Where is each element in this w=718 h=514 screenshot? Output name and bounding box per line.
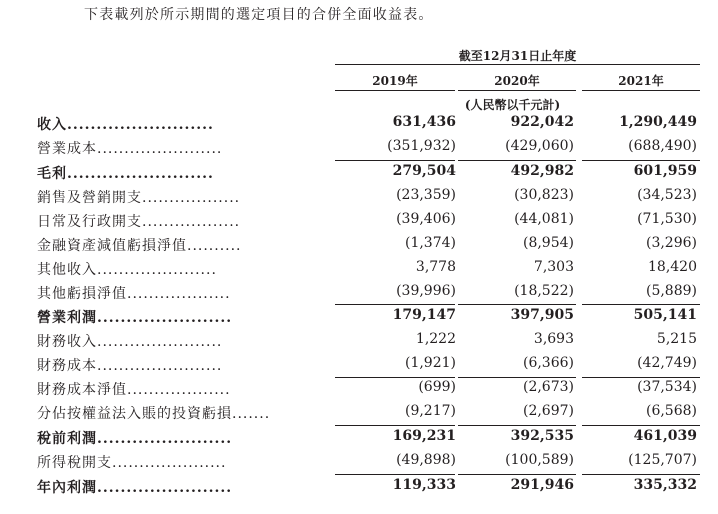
value-cell-2020: (429,060) xyxy=(505,138,574,154)
period-header: 截至12月31日止年度 xyxy=(458,49,577,63)
value-cell-2020: (44,081) xyxy=(514,211,574,227)
year-2020: 2020年 xyxy=(494,74,540,88)
value-cell-2019: 1,222 xyxy=(415,331,456,347)
row-label-text: 其他收入 xyxy=(37,262,97,278)
value-cell-2021: (3,296) xyxy=(645,235,697,251)
value-cell-2020: 392,535 xyxy=(510,428,574,444)
value-cell-2021: (5,889) xyxy=(645,283,697,299)
intro-text: 下表載列於所示期間的選定項目的合併全面收益表。 xyxy=(84,7,434,23)
table-row xyxy=(37,452,701,474)
row-label xyxy=(37,477,319,497)
unit-label: (人民幣以千元計) xyxy=(464,98,561,112)
value-cell-2021: (71,530) xyxy=(637,211,697,227)
subtotal-rule xyxy=(582,160,700,161)
row-label-text: 營業成本 xyxy=(37,141,97,157)
row-label-text: 金融資產減值虧損淨值 xyxy=(37,238,187,254)
row-label xyxy=(37,259,319,279)
row-label-text: 收入 xyxy=(37,117,67,133)
table-row xyxy=(37,379,701,401)
leader-dots: ....................... xyxy=(97,310,233,326)
header-rule-top xyxy=(335,64,700,65)
row-label-text: 銷售及營銷開支 xyxy=(37,190,142,206)
value-cell-2021: (42,749) xyxy=(637,355,697,371)
subtotal-rule xyxy=(335,377,455,378)
value-cell-2021: (688,490) xyxy=(628,138,697,154)
value-cell-2020: (30,823) xyxy=(514,187,574,203)
leader-dots: ..................... xyxy=(112,455,227,471)
value-cell-2019: (699) xyxy=(418,379,456,395)
leader-dots: ................... xyxy=(127,382,231,398)
subtotal-rule xyxy=(582,474,700,475)
value-cell-2021: 461,039 xyxy=(633,428,697,444)
row-label xyxy=(37,235,319,255)
value-cell-2021: 1,290,449 xyxy=(619,114,697,130)
subtotal-rule xyxy=(582,377,700,378)
row-label-text: 財務成本 xyxy=(37,358,97,374)
table-row xyxy=(37,477,701,499)
row-label xyxy=(37,331,319,351)
value-cell-2019: (23,359) xyxy=(396,187,456,203)
value-cell-2020: 492,982 xyxy=(510,163,574,179)
value-cell-2019: 3,778 xyxy=(415,259,456,275)
value-cell-2020: 397,905 xyxy=(510,307,574,323)
row-label-text: 營業利潤 xyxy=(37,310,97,326)
subtotal-rule xyxy=(582,425,700,426)
leader-dots: ......................... xyxy=(67,166,214,182)
table-row xyxy=(37,235,701,257)
table-row xyxy=(37,211,701,233)
year-rule-2020 xyxy=(458,90,576,91)
value-cell-2020: (100,589) xyxy=(505,452,574,468)
leader-dots: ....................... xyxy=(97,141,223,157)
value-cell-2020: (6,366) xyxy=(522,355,574,371)
value-cell-2021: (125,707) xyxy=(628,452,697,468)
value-cell-2019: (1,374) xyxy=(404,235,456,251)
leader-dots: ....................... xyxy=(97,334,223,350)
subtotal-rule xyxy=(335,474,455,475)
subtotal-rule xyxy=(335,160,455,161)
value-cell-2020: (18,522) xyxy=(514,283,574,299)
subtotal-rule xyxy=(458,304,576,305)
value-cell-2021: (34,523) xyxy=(637,187,697,203)
table-row xyxy=(37,259,701,281)
year-2019: 2019年 xyxy=(372,74,418,88)
row-label xyxy=(37,307,319,327)
subtotal-rule xyxy=(582,304,700,305)
row-label-text: 財務收入 xyxy=(37,334,97,350)
row-label-text: 毛利 xyxy=(37,166,67,182)
subtotal-rule xyxy=(335,425,455,426)
row-label xyxy=(37,355,319,375)
value-cell-2020: 291,946 xyxy=(510,477,574,493)
subtotal-rule xyxy=(335,304,455,305)
table-row xyxy=(37,403,701,425)
table-row xyxy=(37,114,701,136)
row-label-text: 其他虧損淨值 xyxy=(37,286,127,302)
value-cell-2019: 179,147 xyxy=(392,307,456,323)
leader-dots: .......... xyxy=(187,238,242,254)
leader-dots: ....................... xyxy=(97,480,233,496)
leader-dots: ....................... xyxy=(97,431,233,447)
value-cell-2021: 505,141 xyxy=(633,307,697,323)
subtotal-rule xyxy=(458,474,576,475)
value-cell-2019: (1,921) xyxy=(404,355,456,371)
subtotal-rule xyxy=(458,377,576,378)
row-label-text: 財務成本淨值 xyxy=(37,382,127,398)
row-label-text: 日常及行政開支 xyxy=(37,214,142,230)
value-cell-2020: (8,954) xyxy=(522,235,574,251)
table-row xyxy=(37,138,701,160)
value-cell-2019: (39,996) xyxy=(396,283,456,299)
value-cell-2019: (39,406) xyxy=(396,211,456,227)
subtotal-rule xyxy=(458,160,576,161)
value-cell-2021: 335,332 xyxy=(633,477,697,493)
subtotal-rule xyxy=(458,425,576,426)
year-rule-2019 xyxy=(335,90,455,91)
row-label xyxy=(37,138,319,158)
leader-dots: .................. xyxy=(142,190,241,206)
value-cell-2019: 631,436 xyxy=(392,114,456,130)
table-row xyxy=(37,163,701,185)
value-cell-2019: 169,231 xyxy=(392,428,456,444)
row-label-text: 年內利潤 xyxy=(37,480,97,496)
value-cell-2020: 922,042 xyxy=(510,114,574,130)
table-row xyxy=(37,355,701,377)
value-cell-2019: 119,333 xyxy=(392,477,456,493)
table-row xyxy=(37,187,701,209)
value-cell-2020: (2,673) xyxy=(522,379,574,395)
value-cell-2019: 279,504 xyxy=(392,163,456,179)
row-label xyxy=(37,452,319,472)
value-cell-2019: (351,932) xyxy=(387,138,456,154)
value-cell-2019: (9,217) xyxy=(404,403,456,419)
row-label xyxy=(37,114,319,134)
row-label xyxy=(37,163,319,183)
row-label-text: 稅前利潤 xyxy=(37,431,97,447)
value-cell-2019: (49,898) xyxy=(396,452,456,468)
value-cell-2020: 7,303 xyxy=(533,259,574,275)
table-row xyxy=(37,331,701,353)
leader-dots: ....................... xyxy=(97,358,223,374)
row-label-text: 所得稅開支 xyxy=(37,455,112,471)
leader-dots: .................. xyxy=(142,214,241,230)
leader-dots: ...................... xyxy=(97,262,217,278)
row-label xyxy=(37,379,319,399)
value-cell-2021: 5,215 xyxy=(656,331,697,347)
row-label xyxy=(37,428,319,448)
table-row xyxy=(37,428,701,450)
value-cell-2021: (6,568) xyxy=(645,403,697,419)
value-cell-2021: 18,420 xyxy=(648,259,697,275)
row-label-text: 分佔按權益法入賬的投資虧損 xyxy=(37,406,232,422)
row-label xyxy=(37,211,319,231)
leader-dots: ......................... xyxy=(67,117,214,133)
table-row xyxy=(37,307,701,329)
table-row xyxy=(37,283,701,305)
value-cell-2020: (2,697) xyxy=(522,403,574,419)
row-label xyxy=(37,283,319,303)
value-cell-2020: 3,693 xyxy=(533,331,574,347)
value-cell-2021: (37,534) xyxy=(637,379,697,395)
row-label xyxy=(37,403,319,423)
row-label xyxy=(37,187,319,207)
leader-dots: ....... xyxy=(232,406,271,422)
year-2021: 2021年 xyxy=(618,74,664,88)
leader-dots: ................... xyxy=(127,286,231,302)
value-cell-2021: 601,959 xyxy=(633,163,697,179)
year-rule-2021 xyxy=(582,90,700,91)
